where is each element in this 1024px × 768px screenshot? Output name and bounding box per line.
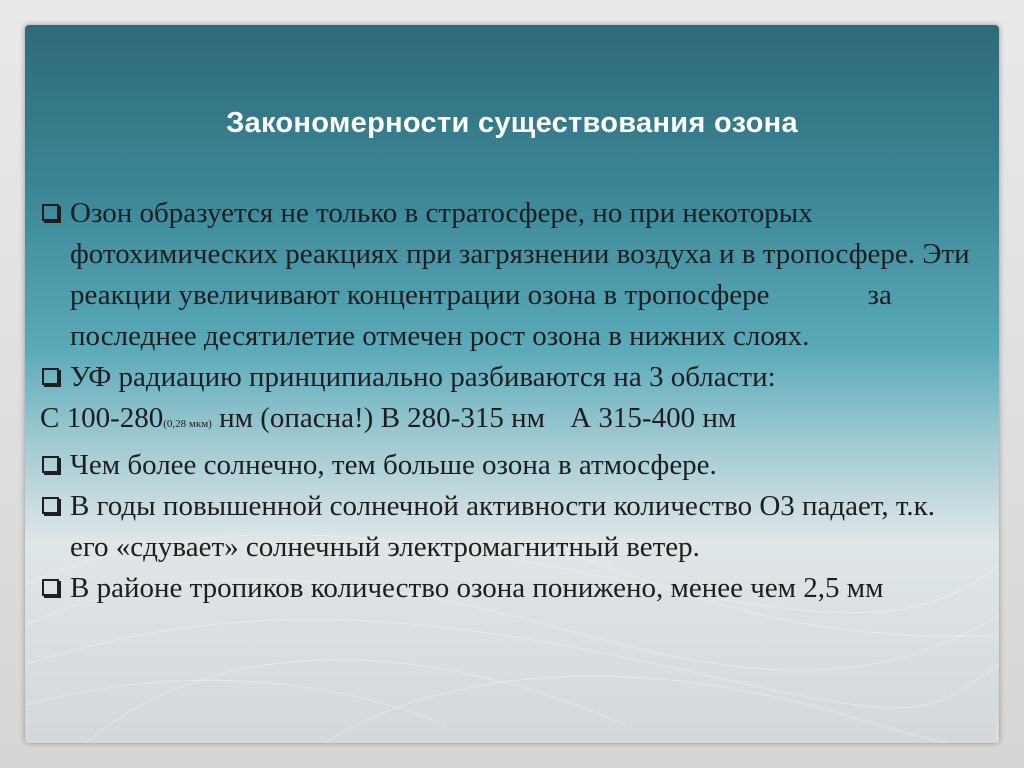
uv-range-c-note: (0,28 мкм) — [163, 418, 212, 430]
uv-range-c-tail: нм (опасна!) — [219, 402, 374, 434]
uv-range-c: С 100-280 — [40, 402, 164, 434]
checkbox-bullet-icon — [42, 579, 59, 596]
bullet-item-tropics — [40, 568, 980, 609]
bullet-item-ozone-formation — [40, 193, 980, 357]
bullet-item-uv-regions — [40, 357, 980, 398]
bullet-text: В районе тропиков количество озона понижено, менее чем 2,5 мм — [70, 572, 884, 604]
uv-range-a: А 315-400 нм — [570, 402, 737, 434]
checkbox-bullet-icon — [42, 497, 59, 514]
uv-range-b: В 280-315 нм — [380, 402, 545, 434]
bullet-text-part-a: Озон образуется не только в стратосфере, но при некоторых фотохимических реакциях при загрязнении воздуха и в тропосфере. Эти реакции увеличивают концентрации озона в тропосфере — [70, 197, 970, 311]
slide-body — [40, 193, 980, 609]
bullet-text-part-b: за последнее десятилетие отмечен рост озона в нижних слоях. — [70, 279, 892, 352]
checkbox-bullet-icon — [42, 368, 59, 385]
uv-ranges-line — [40, 398, 980, 445]
slide-title: Закономерности существования озона — [226, 107, 798, 139]
bullet-item-sunny — [40, 445, 980, 486]
bullet-text: УФ радиацию принципиально разбиваются на 3 области: — [70, 361, 776, 393]
bullet-text: В годы повышенной солнечной активности количество О3 падает, т.к. его «сдувает» солнечный электромагнитный ветер. — [70, 490, 936, 563]
slide — [25, 25, 999, 743]
checkbox-bullet-icon — [42, 204, 59, 221]
checkbox-bullet-icon — [42, 456, 59, 473]
bullet-text: Чем более солнечно, тем больше озона в атмосфере. — [70, 449, 717, 481]
bullet-item-solar-activity — [40, 486, 980, 568]
